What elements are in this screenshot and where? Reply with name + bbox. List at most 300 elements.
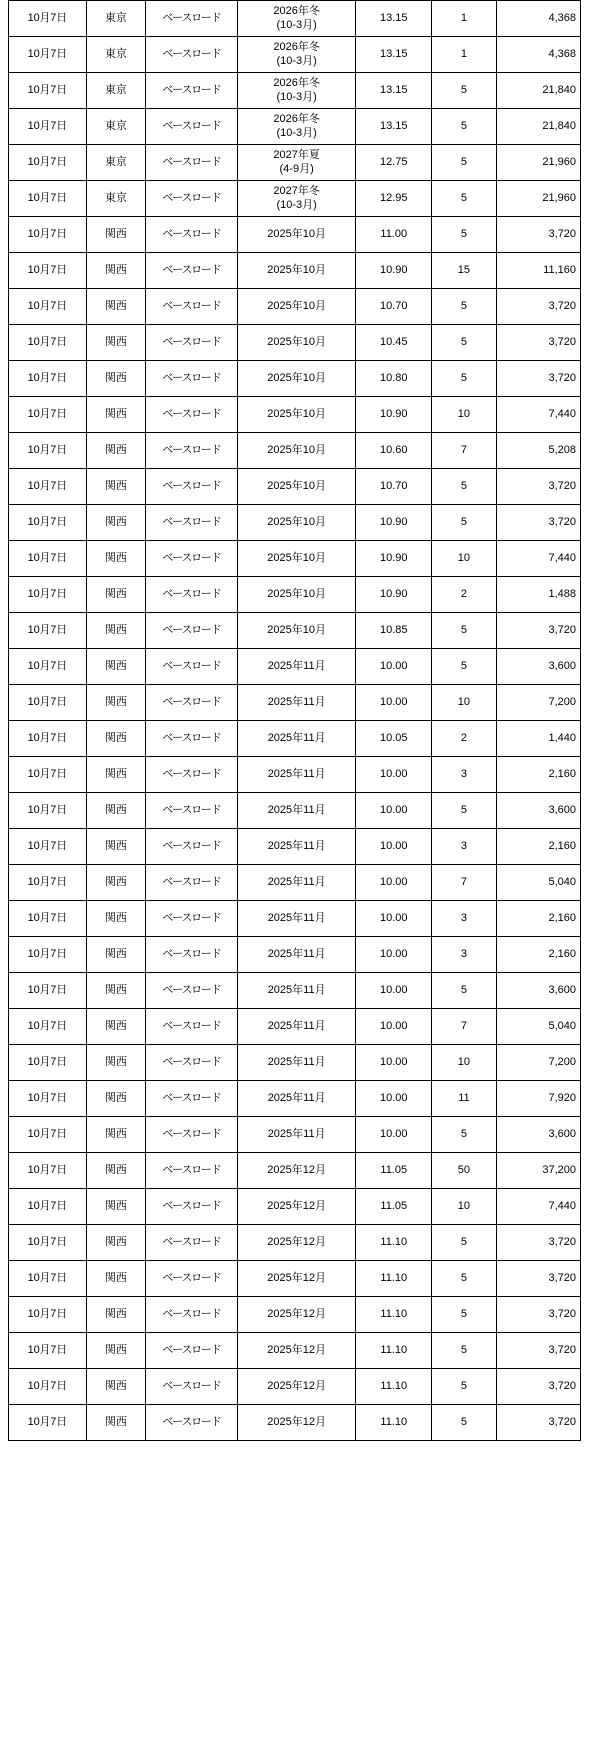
cell-amount: 7,440 [496, 541, 580, 577]
table-row [9, 109, 581, 145]
cell-trade-date: 10月7日 [9, 73, 87, 109]
cell-amount: 7,920 [496, 1081, 580, 1117]
cell-price: 10.00 [356, 1081, 432, 1117]
table-row [9, 1009, 581, 1045]
cell-delivery-term: 2025年12月 [237, 1261, 356, 1297]
cell-product: ベースロード [146, 829, 238, 865]
cell-price: 13.15 [356, 73, 432, 109]
cell-trade-date: 10月7日 [9, 721, 87, 757]
cell-area: 関西 [86, 829, 145, 865]
cell-area: 東京 [86, 37, 145, 73]
cell-volume: 7 [432, 433, 497, 469]
cell-price: 10.00 [356, 1009, 432, 1045]
cell-volume: 10 [432, 397, 497, 433]
cell-area: 関西 [86, 325, 145, 361]
cell-product: ベースロード [146, 217, 238, 253]
cell-delivery-term: 2025年12月 [237, 1225, 356, 1261]
cell-delivery-term: 2025年12月 [237, 1297, 356, 1333]
cell-volume: 2 [432, 721, 497, 757]
cell-area: 関西 [86, 901, 145, 937]
cell-delivery-term: 2025年12月 [237, 1189, 356, 1225]
cell-delivery-term: 2025年11月 [237, 649, 356, 685]
cell-trade-date: 10月7日 [9, 1189, 87, 1225]
cell-product: ベースロード [146, 505, 238, 541]
cell-amount: 4,368 [496, 1, 580, 37]
cell-price: 10.05 [356, 721, 432, 757]
cell-price: 11.05 [356, 1153, 432, 1189]
table-row [9, 685, 581, 721]
cell-product: ベースロード [146, 973, 238, 1009]
cell-area: 関西 [86, 1225, 145, 1261]
table-row [9, 145, 581, 181]
cell-delivery-term: 2026年冬 (10-3月) [237, 73, 356, 109]
table-row [9, 73, 581, 109]
cell-delivery-term: 2026年冬 (10-3月) [237, 109, 356, 145]
cell-area: 関西 [86, 613, 145, 649]
cell-area: 関西 [86, 793, 145, 829]
trade-results-table [8, 0, 581, 1441]
cell-price: 11.10 [356, 1369, 432, 1405]
cell-price: 10.00 [356, 973, 432, 1009]
cell-area: 関西 [86, 1333, 145, 1369]
cell-area: 関西 [86, 469, 145, 505]
cell-trade-date: 10月7日 [9, 541, 87, 577]
cell-trade-date: 10月7日 [9, 1225, 87, 1261]
cell-amount: 3,720 [496, 1297, 580, 1333]
cell-price: 10.45 [356, 325, 432, 361]
cell-delivery-term: 2025年12月 [237, 1405, 356, 1441]
cell-product: ベースロード [146, 1297, 238, 1333]
cell-volume: 3 [432, 757, 497, 793]
cell-delivery-term: 2025年11月 [237, 865, 356, 901]
cell-trade-date: 10月7日 [9, 1333, 87, 1369]
cell-area: 関西 [86, 1153, 145, 1189]
cell-delivery-term: 2025年10月 [237, 505, 356, 541]
cell-volume: 3 [432, 901, 497, 937]
cell-volume: 3 [432, 937, 497, 973]
cell-price: 10.70 [356, 469, 432, 505]
cell-product: ベースロード [146, 1081, 238, 1117]
cell-product: ベースロード [146, 289, 238, 325]
cell-area: 関西 [86, 289, 145, 325]
cell-product: ベースロード [146, 1153, 238, 1189]
cell-product: ベースロード [146, 1, 238, 37]
cell-amount: 3,720 [496, 613, 580, 649]
cell-trade-date: 10月7日 [9, 145, 87, 181]
cell-product: ベースロード [146, 901, 238, 937]
cell-trade-date: 10月7日 [9, 109, 87, 145]
table-row [9, 793, 581, 829]
cell-delivery-term: 2027年冬 (10-3月) [237, 181, 356, 217]
cell-amount: 3,720 [496, 1333, 580, 1369]
cell-area: 関西 [86, 757, 145, 793]
cell-area: 東京 [86, 1, 145, 37]
cell-area: 関西 [86, 1189, 145, 1225]
cell-price: 10.00 [356, 829, 432, 865]
cell-amount: 3,600 [496, 1117, 580, 1153]
table-row [9, 937, 581, 973]
cell-trade-date: 10月7日 [9, 325, 87, 361]
cell-product: ベースロード [146, 253, 238, 289]
cell-delivery-term: 2025年10月 [237, 361, 356, 397]
cell-amount: 2,160 [496, 937, 580, 973]
cell-area: 関西 [86, 361, 145, 397]
cell-trade-date: 10月7日 [9, 361, 87, 397]
cell-delivery-term: 2025年10月 [237, 325, 356, 361]
table-row [9, 1045, 581, 1081]
cell-price: 10.00 [356, 865, 432, 901]
cell-trade-date: 10月7日 [9, 685, 87, 721]
cell-product: ベースロード [146, 793, 238, 829]
cell-price: 10.85 [356, 613, 432, 649]
cell-product: ベースロード [146, 37, 238, 73]
cell-product: ベースロード [146, 613, 238, 649]
cell-trade-date: 10月7日 [9, 37, 87, 73]
table-row [9, 37, 581, 73]
cell-area: 関西 [86, 1009, 145, 1045]
cell-area: 東京 [86, 109, 145, 145]
table-row [9, 1261, 581, 1297]
cell-area: 関西 [86, 217, 145, 253]
cell-amount: 3,720 [496, 1405, 580, 1441]
cell-price: 10.00 [356, 1045, 432, 1081]
cell-trade-date: 10月7日 [9, 1297, 87, 1333]
cell-product: ベースロード [146, 757, 238, 793]
cell-delivery-term: 2025年10月 [237, 613, 356, 649]
cell-volume: 5 [432, 1369, 497, 1405]
cell-price: 10.80 [356, 361, 432, 397]
cell-product: ベースロード [146, 685, 238, 721]
cell-volume: 5 [432, 1333, 497, 1369]
cell-trade-date: 10月7日 [9, 649, 87, 685]
cell-delivery-term: 2025年11月 [237, 829, 356, 865]
cell-volume: 1 [432, 1, 497, 37]
cell-price: 13.15 [356, 37, 432, 73]
cell-area: 関西 [86, 1045, 145, 1081]
cell-volume: 50 [432, 1153, 497, 1189]
cell-volume: 5 [432, 73, 497, 109]
cell-area: 関西 [86, 865, 145, 901]
cell-volume: 5 [432, 1405, 497, 1441]
cell-volume: 5 [432, 1297, 497, 1333]
cell-area: 関西 [86, 541, 145, 577]
cell-trade-date: 10月7日 [9, 1009, 87, 1045]
cell-area: 関西 [86, 577, 145, 613]
cell-area: 東京 [86, 73, 145, 109]
cell-amount: 1,440 [496, 721, 580, 757]
cell-delivery-term: 2026年冬 (10-3月) [237, 1, 356, 37]
cell-volume: 10 [432, 685, 497, 721]
cell-delivery-term: 2025年11月 [237, 973, 356, 1009]
cell-trade-date: 10月7日 [9, 829, 87, 865]
cell-amount: 3,600 [496, 973, 580, 1009]
cell-area: 関西 [86, 1081, 145, 1117]
cell-amount: 7,440 [496, 397, 580, 433]
cell-area: 関西 [86, 253, 145, 289]
cell-trade-date: 10月7日 [9, 1081, 87, 1117]
cell-product: ベースロード [146, 1369, 238, 1405]
cell-area: 関西 [86, 937, 145, 973]
cell-volume: 11 [432, 1081, 497, 1117]
cell-volume: 10 [432, 541, 497, 577]
cell-product: ベースロード [146, 109, 238, 145]
cell-volume: 5 [432, 325, 497, 361]
cell-delivery-term: 2025年10月 [237, 397, 356, 433]
table-row [9, 1405, 581, 1441]
cell-amount: 3,720 [496, 505, 580, 541]
cell-price: 10.60 [356, 433, 432, 469]
table-row [9, 577, 581, 613]
cell-volume: 5 [432, 361, 497, 397]
table-row [9, 541, 581, 577]
cell-product: ベースロード [146, 397, 238, 433]
cell-delivery-term: 2027年夏 (4-9月) [237, 145, 356, 181]
cell-amount: 4,368 [496, 37, 580, 73]
cell-trade-date: 10月7日 [9, 757, 87, 793]
cell-price: 10.00 [356, 793, 432, 829]
cell-volume: 5 [432, 1225, 497, 1261]
table-row [9, 1333, 581, 1369]
table-row [9, 433, 581, 469]
cell-price: 11.10 [356, 1333, 432, 1369]
table-row [9, 973, 581, 1009]
cell-product: ベースロード [146, 145, 238, 181]
cell-volume: 5 [432, 469, 497, 505]
table-row [9, 289, 581, 325]
cell-trade-date: 10月7日 [9, 1369, 87, 1405]
cell-trade-date: 10月7日 [9, 973, 87, 1009]
cell-trade-date: 10月7日 [9, 865, 87, 901]
cell-trade-date: 10月7日 [9, 433, 87, 469]
cell-area: 関西 [86, 1405, 145, 1441]
cell-delivery-term: 2025年11月 [237, 721, 356, 757]
cell-trade-date: 10月7日 [9, 1405, 87, 1441]
cell-product: ベースロード [146, 577, 238, 613]
cell-area: 関西 [86, 721, 145, 757]
cell-price: 11.10 [356, 1225, 432, 1261]
cell-delivery-term: 2025年10月 [237, 253, 356, 289]
table-row [9, 829, 581, 865]
cell-volume: 5 [432, 973, 497, 1009]
cell-price: 10.90 [356, 505, 432, 541]
cell-area: 関西 [86, 685, 145, 721]
table-row [9, 1189, 581, 1225]
cell-price: 10.00 [356, 937, 432, 973]
cell-amount: 7,200 [496, 685, 580, 721]
cell-trade-date: 10月7日 [9, 181, 87, 217]
table-row [9, 721, 581, 757]
cell-amount: 1,488 [496, 577, 580, 613]
cell-product: ベースロード [146, 1261, 238, 1297]
cell-amount: 3,600 [496, 793, 580, 829]
table-row [9, 1369, 581, 1405]
cell-product: ベースロード [146, 1189, 238, 1225]
cell-delivery-term: 2025年10月 [237, 289, 356, 325]
table-row [9, 217, 581, 253]
cell-product: ベースロード [146, 1045, 238, 1081]
cell-product: ベースロード [146, 937, 238, 973]
cell-area: 関西 [86, 397, 145, 433]
cell-price: 10.90 [356, 577, 432, 613]
cell-price: 11.10 [356, 1405, 432, 1441]
cell-area: 関西 [86, 433, 145, 469]
cell-trade-date: 10月7日 [9, 937, 87, 973]
cell-amount: 5,208 [496, 433, 580, 469]
table-row [9, 1, 581, 37]
cell-amount: 3,720 [496, 1225, 580, 1261]
cell-delivery-term: 2025年12月 [237, 1369, 356, 1405]
cell-trade-date: 10月7日 [9, 505, 87, 541]
cell-delivery-term: 2025年10月 [237, 577, 356, 613]
cell-price: 12.75 [356, 145, 432, 181]
cell-delivery-term: 2025年11月 [237, 937, 356, 973]
cell-amount: 2,160 [496, 829, 580, 865]
cell-amount: 5,040 [496, 865, 580, 901]
table-row [9, 1117, 581, 1153]
cell-amount: 21,840 [496, 109, 580, 145]
cell-area: 関西 [86, 1297, 145, 1333]
cell-trade-date: 10月7日 [9, 397, 87, 433]
cell-product: ベースロード [146, 649, 238, 685]
table-row [9, 901, 581, 937]
cell-amount: 37,200 [496, 1153, 580, 1189]
cell-delivery-term: 2025年12月 [237, 1333, 356, 1369]
cell-trade-date: 10月7日 [9, 1153, 87, 1189]
cell-price: 10.90 [356, 541, 432, 577]
cell-amount: 11,160 [496, 253, 580, 289]
cell-area: 関西 [86, 1117, 145, 1153]
cell-delivery-term: 2025年12月 [237, 1153, 356, 1189]
cell-volume: 5 [432, 613, 497, 649]
cell-volume: 5 [432, 145, 497, 181]
cell-trade-date: 10月7日 [9, 1045, 87, 1081]
cell-delivery-term: 2025年11月 [237, 1081, 356, 1117]
cell-area: 関西 [86, 1261, 145, 1297]
cell-volume: 10 [432, 1189, 497, 1225]
cell-volume: 5 [432, 109, 497, 145]
cell-price: 11.00 [356, 217, 432, 253]
cell-volume: 1 [432, 37, 497, 73]
cell-delivery-term: 2025年11月 [237, 793, 356, 829]
cell-price: 11.05 [356, 1189, 432, 1225]
cell-price: 10.90 [356, 253, 432, 289]
cell-delivery-term: 2025年10月 [237, 541, 356, 577]
cell-trade-date: 10月7日 [9, 613, 87, 649]
cell-trade-date: 10月7日 [9, 1, 87, 37]
cell-amount: 7,440 [496, 1189, 580, 1225]
cell-price: 10.00 [356, 901, 432, 937]
cell-trade-date: 10月7日 [9, 1261, 87, 1297]
table-row [9, 1297, 581, 1333]
cell-amount: 3,720 [496, 217, 580, 253]
cell-volume: 5 [432, 289, 497, 325]
cell-amount: 7,200 [496, 1045, 580, 1081]
cell-volume: 5 [432, 1117, 497, 1153]
cell-product: ベースロード [146, 325, 238, 361]
cell-amount: 3,720 [496, 289, 580, 325]
cell-area: 関西 [86, 973, 145, 1009]
cell-volume: 5 [432, 649, 497, 685]
cell-trade-date: 10月7日 [9, 1117, 87, 1153]
cell-delivery-term: 2025年11月 [237, 1117, 356, 1153]
cell-product: ベースロード [146, 469, 238, 505]
cell-volume: 5 [432, 181, 497, 217]
cell-price: 13.15 [356, 1, 432, 37]
cell-price: 10.00 [356, 685, 432, 721]
table-row [9, 397, 581, 433]
table-row [9, 649, 581, 685]
cell-product: ベースロード [146, 865, 238, 901]
table-row [9, 469, 581, 505]
cell-area: 東京 [86, 181, 145, 217]
cell-product: ベースロード [146, 361, 238, 397]
cell-product: ベースロード [146, 1117, 238, 1153]
table-body [9, 1, 581, 1441]
cell-price: 10.00 [356, 1117, 432, 1153]
cell-amount: 3,720 [496, 1261, 580, 1297]
cell-volume: 15 [432, 253, 497, 289]
cell-delivery-term: 2025年10月 [237, 433, 356, 469]
cell-delivery-term: 2025年11月 [237, 757, 356, 793]
cell-trade-date: 10月7日 [9, 577, 87, 613]
cell-area: 関西 [86, 649, 145, 685]
cell-volume: 10 [432, 1045, 497, 1081]
cell-amount: 3,720 [496, 1369, 580, 1405]
cell-amount: 3,720 [496, 361, 580, 397]
cell-amount: 2,160 [496, 757, 580, 793]
cell-trade-date: 10月7日 [9, 253, 87, 289]
cell-amount: 5,040 [496, 1009, 580, 1045]
cell-amount: 3,720 [496, 469, 580, 505]
cell-amount: 3,720 [496, 325, 580, 361]
cell-amount: 21,960 [496, 181, 580, 217]
table-row [9, 1081, 581, 1117]
cell-trade-date: 10月7日 [9, 901, 87, 937]
cell-product: ベースロード [146, 433, 238, 469]
cell-product: ベースロード [146, 181, 238, 217]
table-row [9, 253, 581, 289]
cell-price: 12.95 [356, 181, 432, 217]
cell-trade-date: 10月7日 [9, 217, 87, 253]
cell-delivery-term: 2026年冬 (10-3月) [237, 37, 356, 73]
cell-price: 13.15 [356, 109, 432, 145]
cell-delivery-term: 2025年10月 [237, 217, 356, 253]
cell-product: ベースロード [146, 1333, 238, 1369]
table-row [9, 181, 581, 217]
cell-delivery-term: 2025年11月 [237, 685, 356, 721]
cell-delivery-term: 2025年11月 [237, 1045, 356, 1081]
cell-price: 11.10 [356, 1261, 432, 1297]
table-row [9, 757, 581, 793]
cell-product: ベースロード [146, 1009, 238, 1045]
cell-volume: 5 [432, 505, 497, 541]
cell-product: ベースロード [146, 73, 238, 109]
cell-volume: 2 [432, 577, 497, 613]
cell-area: 関西 [86, 505, 145, 541]
cell-product: ベースロード [146, 721, 238, 757]
cell-trade-date: 10月7日 [9, 289, 87, 325]
cell-amount: 3,600 [496, 649, 580, 685]
cell-product: ベースロード [146, 541, 238, 577]
table-row [9, 505, 581, 541]
cell-product: ベースロード [146, 1225, 238, 1261]
cell-product: ベースロード [146, 1405, 238, 1441]
cell-volume: 7 [432, 1009, 497, 1045]
cell-amount: 21,960 [496, 145, 580, 181]
cell-amount: 21,840 [496, 73, 580, 109]
table-row [9, 361, 581, 397]
cell-area: 関西 [86, 1369, 145, 1405]
